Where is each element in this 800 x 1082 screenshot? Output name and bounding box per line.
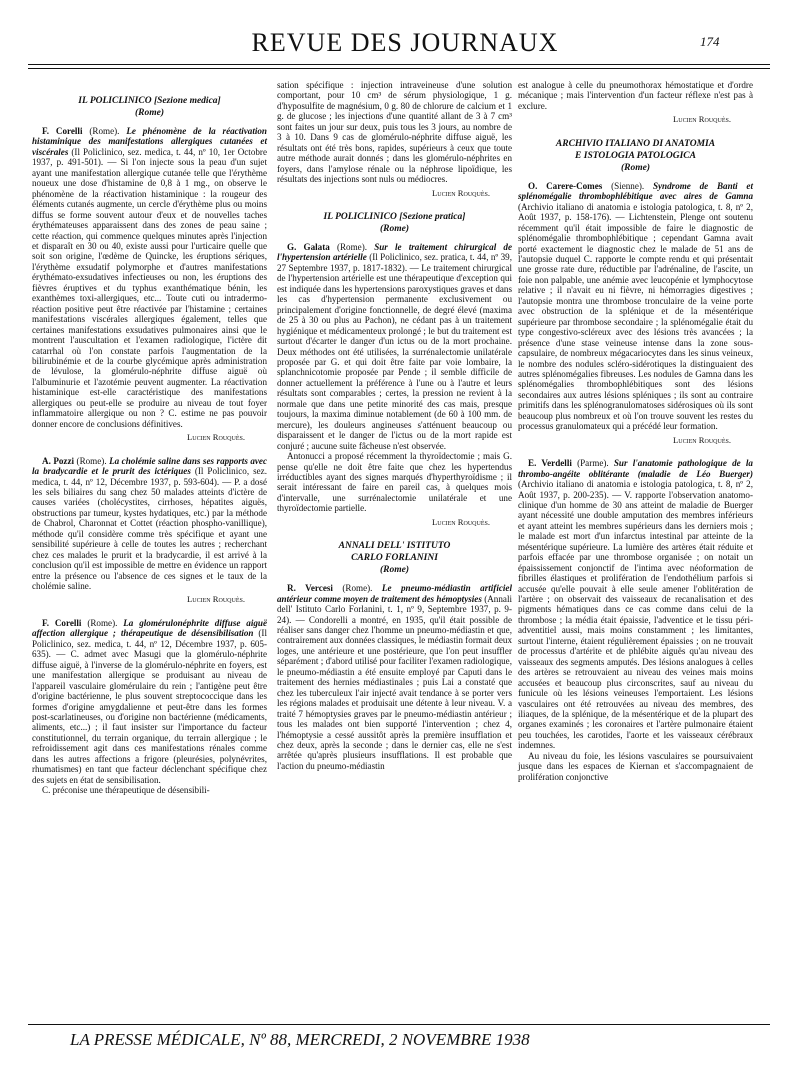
article-author: R. Vercesi [287, 583, 333, 594]
article [32, 456, 267, 605]
article [32, 126, 267, 443]
article-title: Le pneumo-médiastin artificiel antérieur comme moyen de traitement des hémoptysies [277, 583, 512, 604]
article-body: (Archivio italiano di anatomia e istologia patologica, t. 8, nº 2, Août 1937, p. 158-176). — Lichtenstein, Plenge ont soutenu récemment qu'il était impossible de faire le diagnostic de splénomégalie thrombophlébitique ; cependant Gamna avait porté exactement le diagnostic chez le malade de 51 ans de l'autopsie duquel C. rapporte le compte rendu et qui présentait une grosse rate dure, réductible par l'adrénaline, de l'ascite, un foie non palpable, une anémie avec leucopénie et lymphocytose relative ; il n'avait eu ni fièvre, ni hémorragies digestives ; l'autopsie montra une thrombose tronculaire de la veine porte avec obstruction de la splénique et de la mésentérique supérieure par thrombose secondaire ; la splénomégalie était du type congestivo-scléreux avec des lésions très avancées ; la présence d'une stase veineuse intense dans la zone sous-capsulaire, de nombreux mégacariocytes dans les sinus veineux, le nombre des nodules scléro-sidérotiques la distinguaient des autres splénomégalies fibreuses. Les nodules de Gamna dans les splénomégalies thrombophlébitiques sont des lésions secondaires aux autres lésions spléniques ; ils sont au contraire primitifs dans les splénogranulomatoses sidérosiques où ils sont beaucoup plus nombreux et où l'on trouve souvent les restes du processus granulomateux qui a précédé leur formation. [518, 201, 753, 432]
article-body: (Annali dell' Istituto Carlo Forlanini, t. 1, nº 9, Septembre 1937, p. 9-24). — Condorelli a montré, en 1935, qu'il était possible de réaliser sans danger chez l'homme un pneumo-médiastin et que, contrairement aux données classiques, le médiastin formait deux loges, une antérieure et une postérieure, que l'on peut insuffler séparément ; d'abord utilisé pour faciliter l'examen radiologique, le pneumo-médiastin a été ensuite employé par Caputi dans le traitement des hernies médiastinales ; puis Lai a constaté que chez les tuberculeux l'air injecté avait tendance à se porter vers les régions malades et produisait une détente à leur niveau. V. a traité 7 hémoptysies graves par le pneumo-médiastin antérieur ; tous les malades ont bien supporté l'intervention ; chez 4, l'hémoptysie a cessé aussitôt après la première insufflation et chez deux, après la seconde ; dans le dernier cas, elle ne s'est arrêtée qu'après plusieurs insufflations. Il est probable que l'action du pneumo-médiastin [277, 593, 512, 771]
header-rule-thin [28, 68, 770, 69]
article-continuation [277, 80, 512, 198]
article-body: Au niveau du foie, les lésions vasculaires se poursuivaient jusque dans les espaces de Kiernan et s'accompagnaient de prolifération conjonctive [518, 750, 753, 782]
article-body: sation spécifique : injection intraveineuse d'une solution comportant, pour 10 cm³ de sérum physiologique, 1 g. d'hyposulfite de magnésium, 0 g. 80 de chlorure de calcium et 1 g. de glucose ; les injections d'une quantité allant de 3 à 7 cm³ sont faites un jour sur deux, puis tous les 3 jours, au nombre de 3 à 10. Dans 9 cas de glomérulo-néphrite diffuse aiguë, les résultats ont été très bons, rapides, supérieurs à ceux que toute autre méthode aurait donnés ; dans les glomérulo-néphrites en foyers, dans l'amylose rénale ou la néphrose lipoïdique, les résultats des injections sont nuls ou médiocres. [277, 80, 512, 185]
section-heading: E ISTOLOGIA PATOLOGICA [575, 150, 696, 161]
article-place: (Rome). [81, 617, 124, 628]
article-body: C. préconise une thérapeutique de désensibili- [42, 785, 210, 796]
article-signature: Lucien Rouquès. [673, 434, 731, 445]
footer-rule [28, 1024, 770, 1025]
article-place: (Rome). [332, 583, 382, 594]
section-heading: CARLO FORLANINI [351, 553, 438, 564]
section-city: (Rome) [379, 565, 410, 576]
article [277, 583, 512, 771]
article [277, 242, 512, 527]
article-author: F. Corelli [42, 617, 82, 628]
section-heading: ANNALI DELL' ISTITUTO [338, 541, 451, 552]
article-place: (Sienne). [602, 180, 653, 191]
article [518, 181, 753, 445]
section-city: (Rome) [134, 108, 165, 118]
column-1 [32, 95, 267, 796]
article [32, 618, 267, 796]
section-city: (Rome) [620, 162, 651, 173]
article-author: G. Galata [287, 241, 330, 252]
article-place: (Rome). [82, 126, 127, 136]
article-signature: Lucien Rouquès. [673, 114, 731, 125]
article-title: Sur l'anatomie pathologique de la thrombo-angéite oblitérante (maladie de Léo Buerger) [518, 458, 753, 479]
article-title: La glomérulonéphrite diffuse aiguë affection allergique ; thérapeutique de désensibilisation [32, 617, 267, 639]
article-body: Antonucci a proposé récemment la thyroïdectomie ; mais G. pense qu'elle ne doit être faite que chez les hypertendus irréductibles ayant des signes marqués d'hyperthyroïdisme ; il serait intéressant de faire en pareil cas, à quelques mois d'intervalle, une surrénalectomie unilatérale et une thyroïdectomie partielle. [277, 451, 512, 514]
article-place: (Rome). [74, 455, 110, 466]
article [518, 458, 753, 782]
article-continuation [518, 80, 753, 125]
article-signature: Lucien Rouquès. [432, 187, 490, 198]
article-title: Syndrome de Banti et splénomégalie thrombophlébitique avec aires de Gamna [518, 180, 753, 202]
article-signature: Lucien Rouquès. [187, 432, 245, 443]
article-signature: Lucien Rouquès. [432, 516, 490, 527]
article-author: O. Carere-Comes [528, 180, 603, 191]
article-author: E. Verdelli [528, 458, 572, 469]
article-body: (Il Policlinico, sez. medica, t. 44, nº 10, 1er Octobre 1937, p. 491-501). — Si l'on injecte sous la peau d'un sujet ayant une manifestation allergique cutanée telle que l'érythème noueux une dose d'histamine de 0,8 à 1 mg., on observe le phénomène de la réactivation histaminique : la rougeur des éléments cutanés augmente, un cercle d'érythème plus ou moins diffus se forme souvent autour d'eux et de nouvelles taches érythémateuses apparaissent dans des zones de peau saine ; cette réaction, qui commence quelques minutes après l'injection et disparaît en 30 ou 40, existe aussi pour l'urticaire quelle que soit son origine, l'œdème de Quincke, les éruptions sériques, l'érythème exsudatif polymorphe et d'autres manifestations érythémato-exsudatives infectieuses ou non, les éruptions des fièvres éruptives et du typhus exanthématique bénin, les exanthèmes toxi-allergiques, etc... Toute cuti ou intradermo-réaction positive peut être réactivée par l'histamine ; certaines manifestations viscérales allergiques également, telles que certaines manifestations exsudatives pulmonaires ainsi que le montrent l'auscultation et l'examen radiologique, l'ictère dit catarrhal où l'on constate parfois l'augmentation de la bilirubinémie et de la courbe glycémique après administration de lévulose, la glomérulo-néphrite diffuse aiguë où l'albuminurie et l'azotémie peuvent augmenter. La réactivation histaminique est-elle caractéristique des manifestations allergiques ou peut-elle se produire au niveau de tout foyer inflammatoire allergique ou non ? C. estime ne pas pouvoir donner encore de conclusions définitives. [32, 146, 267, 429]
article-body: (Il Policlinico, sez. medica, t. 44, nº 12, Décembre 1937, p. 605-635). — C. admet avec Masugi que la glomérulo-néphrite diffuse aiguë, à l'inverse de la glomérulo-néphrite en foyers, est une manifestation allergique se produisant au niveau de l'appareil vasculaire glomérulaire du rein ; l'antigène peut être d'origine bactérienne, le plus souvent streptococcique dans les formes d'origine amygdalienne et peut-être dans les formes post-scarlatineuses, ou d'origine non bactérienne (médicaments, aliments, etc...) ; il faut insister sur l'importance du facteur constitutionnel, du terrain organique, du terrain allergique ; le refroidissement agit dans ces manifestations rénales comme dans les autres affections a frigore (pleurésies, polynévrites, rhumatismes) en tant que facteur déclenchant spécifique chez des sujets en état de sensibilisation. [32, 628, 267, 785]
section-heading: IL POLICLINICO [Sezione medica] [78, 96, 221, 106]
article-place: (Parme). [571, 458, 614, 469]
section-heading: IL POLICLINICO [Sezione pratica] [323, 211, 466, 222]
column-3 [518, 80, 753, 782]
article-author: A. Pozzi [42, 455, 75, 466]
article-title: Sur le traitement chirurgical de l'hypertension artérielle [277, 241, 512, 263]
article-body: (Il Policlinico, sez. medica, t. 44, nº 12, Décembre 1937, p. 593-604). — P. a dosé les sels biliaires du sang chez 50 malades atteints d'ictère de causes variées (cholécystites, cirrhoses, hépatites aiguës, obstructions par tumeur, kystes hydatiques, etc.) par la méthode de Chabrol, Charonnat et Cottet (réaction phospho-vanillique), méthode qu'il considère comme très spécifique et ayant une sensibilité supérieure à celle de toutes les autres ; recherchant chez ces malades le prurit et la bradycardie, il est arrivé à la conclusion qu'il est impossible de mettre en évidence un rapport entre la présence ou l'absence de ces signes et le taux de la cholémie saline. [32, 466, 267, 592]
page-title: REVUE DES JOURNAUX [251, 28, 559, 57]
article-body: (Il Policlinico, sez. pratica, t. 44, nº 39, 27 Septembre 1937, p. 1817-1832). — Le traitement chirurgical de l'hypertension artérielle est une thérapeutique d'exception qui est indiquée dans les hypertensions paroxystiques graves et dans les cas d'hypertension permanente exclusivement ou principalement d'origine fonctionnelle, de degré élevé (maxima de 25 à 30 ou plus au Pachon), ne cédant pas à un traitement hygiénique et médicamenteux prolongé ; le but du traitement est surtout d'écarter le danger d'un ictus ou de la mort prochaine. Deux méthodes ont été utilisées, la surrénalectomie unilatérale proposée par G. et qui doit être faite par voie lombaire, la splanchnicotomie proposée par Pende ; il semble difficile de donner actuellement la préférence à l'une ou à l'autre et leurs résultats sont comparables ; certes, la pression ne revient à la normale que dans une petite minorité des cas mais, presque toujours, la maxima diminue notablement (de 60 à 100 mm. de mercure), les douleurs angineuses s'atténuent beaucoup ou disparaissent et le danger de l'ictus ou de la mort rapide est conjuré ; aucune suite fâcheuse n'est observée. [277, 252, 512, 451]
article-author: F. Corelli [42, 126, 83, 136]
article-signature: Lucien Rouquès. [187, 594, 245, 605]
article-place: (Rome). [329, 241, 375, 252]
page-number: 174 [700, 34, 720, 49]
header-rule [28, 64, 770, 65]
article-title: Le phénomène de la réactivation histaminique des manifestations allergiques cutanées et viscérales [32, 126, 267, 157]
article-title: La cholémie saline dans ses rapports avec la bradycardie et le prurit des ictériques [32, 455, 268, 477]
section-city: (Rome) [379, 223, 410, 234]
journal-footer: LA PRESSE MÉDICALE, Nº 88, MERCREDI, 2 NOVEMBRE 1938 [70, 1030, 530, 1049]
column-2 [277, 80, 512, 771]
section-heading: ARCHIVIO ITALIANO DI ANATOMIA [555, 138, 716, 149]
article-body: (Archivio italiano di anatomia e istologia patologica, t. 8, nº 2, Août 1937, p. 200-235). — V. rapporte l'observation anatomo-clinique d'un homme de 30 ans atteint de maladie de Buerger ayant nécessité une double amputation des membres inférieurs et ayant atteint les membres supérieurs dans les derniers mois ; le malade est mort d'un infarctus intestinal par atteinte de la mésentérique supérieure. La lumière des artères était réduite et parfois effacée par une thrombose organisée ; on notait un épaississement conjonctif de l'intima avec néoformation de fibrilles élastiques et prolifération de l'endothélium parfois si accusée qu'elle pouvait à elle seule amener l'oblitération de l'artère ; on observait des vaisseaux de recanalisation et des pigments hématiques dans ce cas comme dans celui de la thrombose ; la média était épaissie, l'adventice et le tissu péri-adventitiel aussi, mais moins constamment ; les limitantes, surtout l'interne, étaient régulièrement épaissies ; on ne trouvait de processus d'artérite et de phlébite aiguës qu'au niveau des vaisseaux des segments amputés. Des lésions analogues à celles des artères se retrouvaient au niveau des veines mais moins accusées et beaucoup plus circonscrites, sauf au niveau du funicule où les lésions veineuses l'emportaient. Les lésions vasculaires ont été retrouvées au niveau des membres, des iliaques, de la splénique, de la mésentérique et de la plupart des organes examinés ; les coronaires et l'artère pulmonaire étaient peu touchées, les carotides, l'aorte et les vaisseaux cérébraux indemnes. [518, 479, 753, 751]
article-body: est analogue à celle du pneumothorax hémostatique et d'ordre mécanique ; mais l'intervention d'un facteur réflexe n'est pas à exclure. [518, 80, 753, 111]
